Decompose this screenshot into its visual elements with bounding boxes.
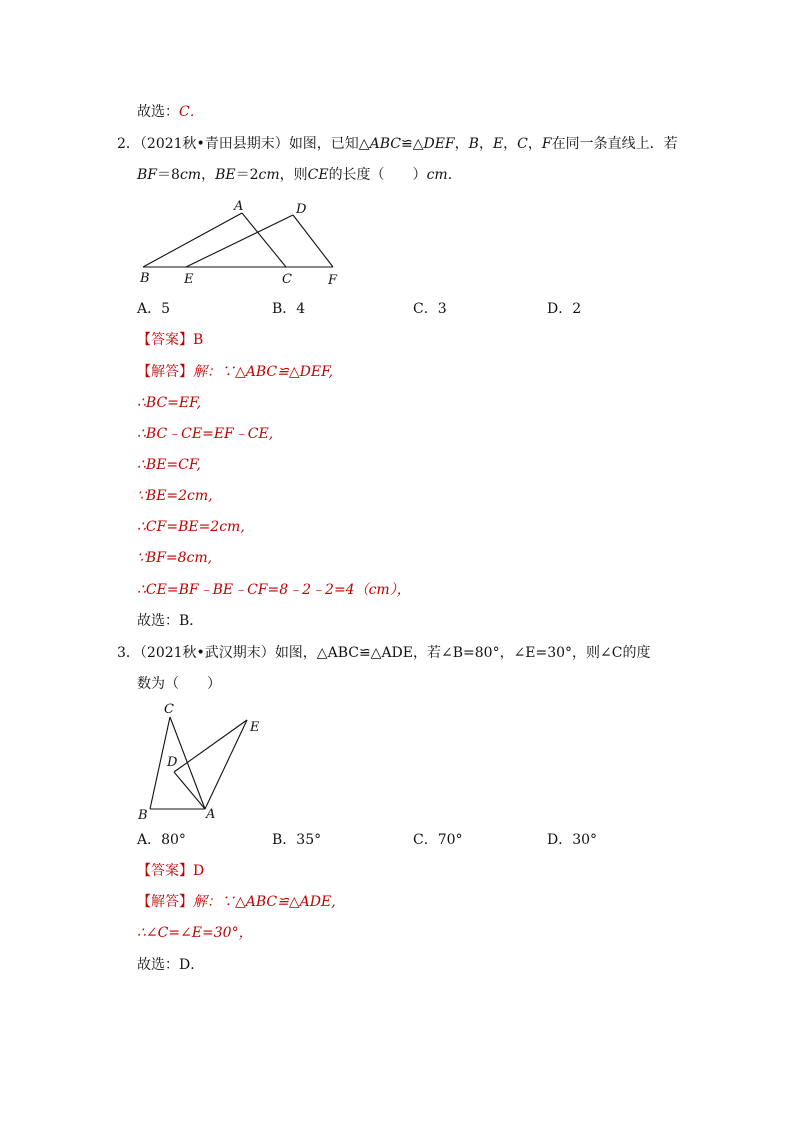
q1-answer-value: C． [179,104,204,120]
q2-stem-text: cm [426,167,448,183]
q2-label-b: B [140,271,150,286]
q2-stem-text: 如图，已知△ [288,136,370,152]
q2-source: （2021秋•青田县期末） [139,136,289,152]
q2-option-d[interactable]: D．2 [547,301,582,317]
q2-stem-text: ≌△ [400,136,424,152]
q2-stem-text: 的长度（ ） [328,167,427,183]
q2-stem-text: ＝8 [157,167,180,183]
q2-solution-line-2: ∴BC﹣CE=EF﹣CE, [137,426,274,442]
q2-solution-line-4: ∵BE=2cm, [137,488,213,504]
q2-answer-value: B [193,332,204,348]
q3-solution-line-1: ∴∠C=∠E=30°， [137,925,253,941]
q3-solution-label: 【解答】 [137,894,193,910]
q2-option-c[interactable]: C．3 [413,301,447,317]
q2-solution-line-7: ∴CE=BF﹣BE﹣CF=8﹣2﹣2=4（cm）， [137,582,411,598]
q1-answer-label: 故选： [137,104,179,120]
q2-stem-text: ＝2 [235,167,259,183]
q3-segment-ea [205,720,247,809]
q3-option-b[interactable]: B．35° [272,832,322,848]
q2-stem-text: F [541,136,552,152]
q3-stem-line1 [117,643,651,663]
q3-segment-da [174,772,205,809]
q2-stem-text: BE [215,167,236,183]
q1-answer-line [137,102,204,122]
q2-stem-text: ABC [369,136,401,152]
q2-stem-text: ，则 [279,167,308,183]
q2-solution-line-5: ∴CF=BE=2cm, [137,519,245,535]
q2-stem-text: ， [478,136,493,152]
q3-answer-line [137,861,204,881]
q2-stem-line2 [137,165,462,185]
q3-stem-text: 如图，△ABC≌△ADE，若∠B=80°，∠E=30°，则∠C的度 [274,645,651,661]
q2-stem-line1 [117,134,678,154]
q2-stem-text: 在同一条直线上．若 [551,136,678,152]
q2-number: 2． [117,136,140,152]
q2-solution-line-8: 故选：B． [137,613,204,629]
q3-answer-label: 【答案】 [137,863,193,879]
q3-option-c[interactable]: C．70° [413,832,463,848]
q2-stem-text: C [517,136,528,152]
q3-option-d[interactable]: D．30° [547,832,598,848]
q2-option-a[interactable]: A．5 [137,301,171,317]
q2-stem-text: CE [307,167,329,183]
q3-label-a: A [206,807,216,822]
q3-source: （2021秋•武汉期末） [139,645,275,661]
q3-number: 3． [117,645,140,661]
q2-stem-text: cm [179,167,202,183]
q3-triangle-figure [130,700,270,825]
q2-stem-text: ， [503,136,518,152]
q2-stem-text: E [492,136,504,152]
q2-label-d: D [296,202,307,217]
q2-segment-ed [186,215,293,267]
q2-solution-line-0 [137,362,333,382]
q3-option-a[interactable]: A．80° [137,832,186,848]
q2-stem-text: BF [137,167,158,183]
q3-label-e: E [250,720,260,735]
q2-answer-label: 【答案】 [137,332,193,348]
q2-segment-df [293,215,333,267]
q3-label-d: D [167,755,178,770]
q2-stem-text: ． [447,167,462,183]
q3-solution-line-2: 故选：D． [137,957,205,973]
q2-solution-line-1: ∴BC=EF, [137,395,202,411]
q2-solution-label: 【解答】 [137,364,193,380]
q2-solution-text: 解：∵△ABC≌△DEF, [193,364,334,380]
q2-stem-text: DEF [423,136,455,152]
q2-label-c: C [282,272,292,287]
q3-segment-de [174,720,247,772]
q3-stem-line2: 数为（ ） [137,676,221,692]
q2-stem-text: ， [201,167,216,183]
q3-label-c: C [164,702,174,717]
q3-solution-text: 解：∵△ABC≌△ADE, [193,894,336,910]
q2-stem-text: ， [527,136,542,152]
q2-label-f: F [328,273,338,288]
q2-answer-line [137,330,203,350]
q2-label-a: A [234,199,244,214]
q2-segment-ba [143,213,242,267]
q2-stem-text: ， [454,136,469,152]
q3-solution-line-0 [137,892,336,912]
q2-stem-text: B [468,136,479,152]
q2-solution-line-3: ∴BE=CF, [137,457,201,473]
q2-stem-text: cm [258,167,280,183]
q2-solution-line-6: ∵BF=8cm, [137,550,213,566]
q3-label-b: B [138,808,148,823]
q2-label-e: E [184,272,194,287]
q2-option-b[interactable]: B．4 [272,301,306,317]
q3-answer-value: D [193,863,205,879]
q2-triangle-figure [130,195,350,295]
